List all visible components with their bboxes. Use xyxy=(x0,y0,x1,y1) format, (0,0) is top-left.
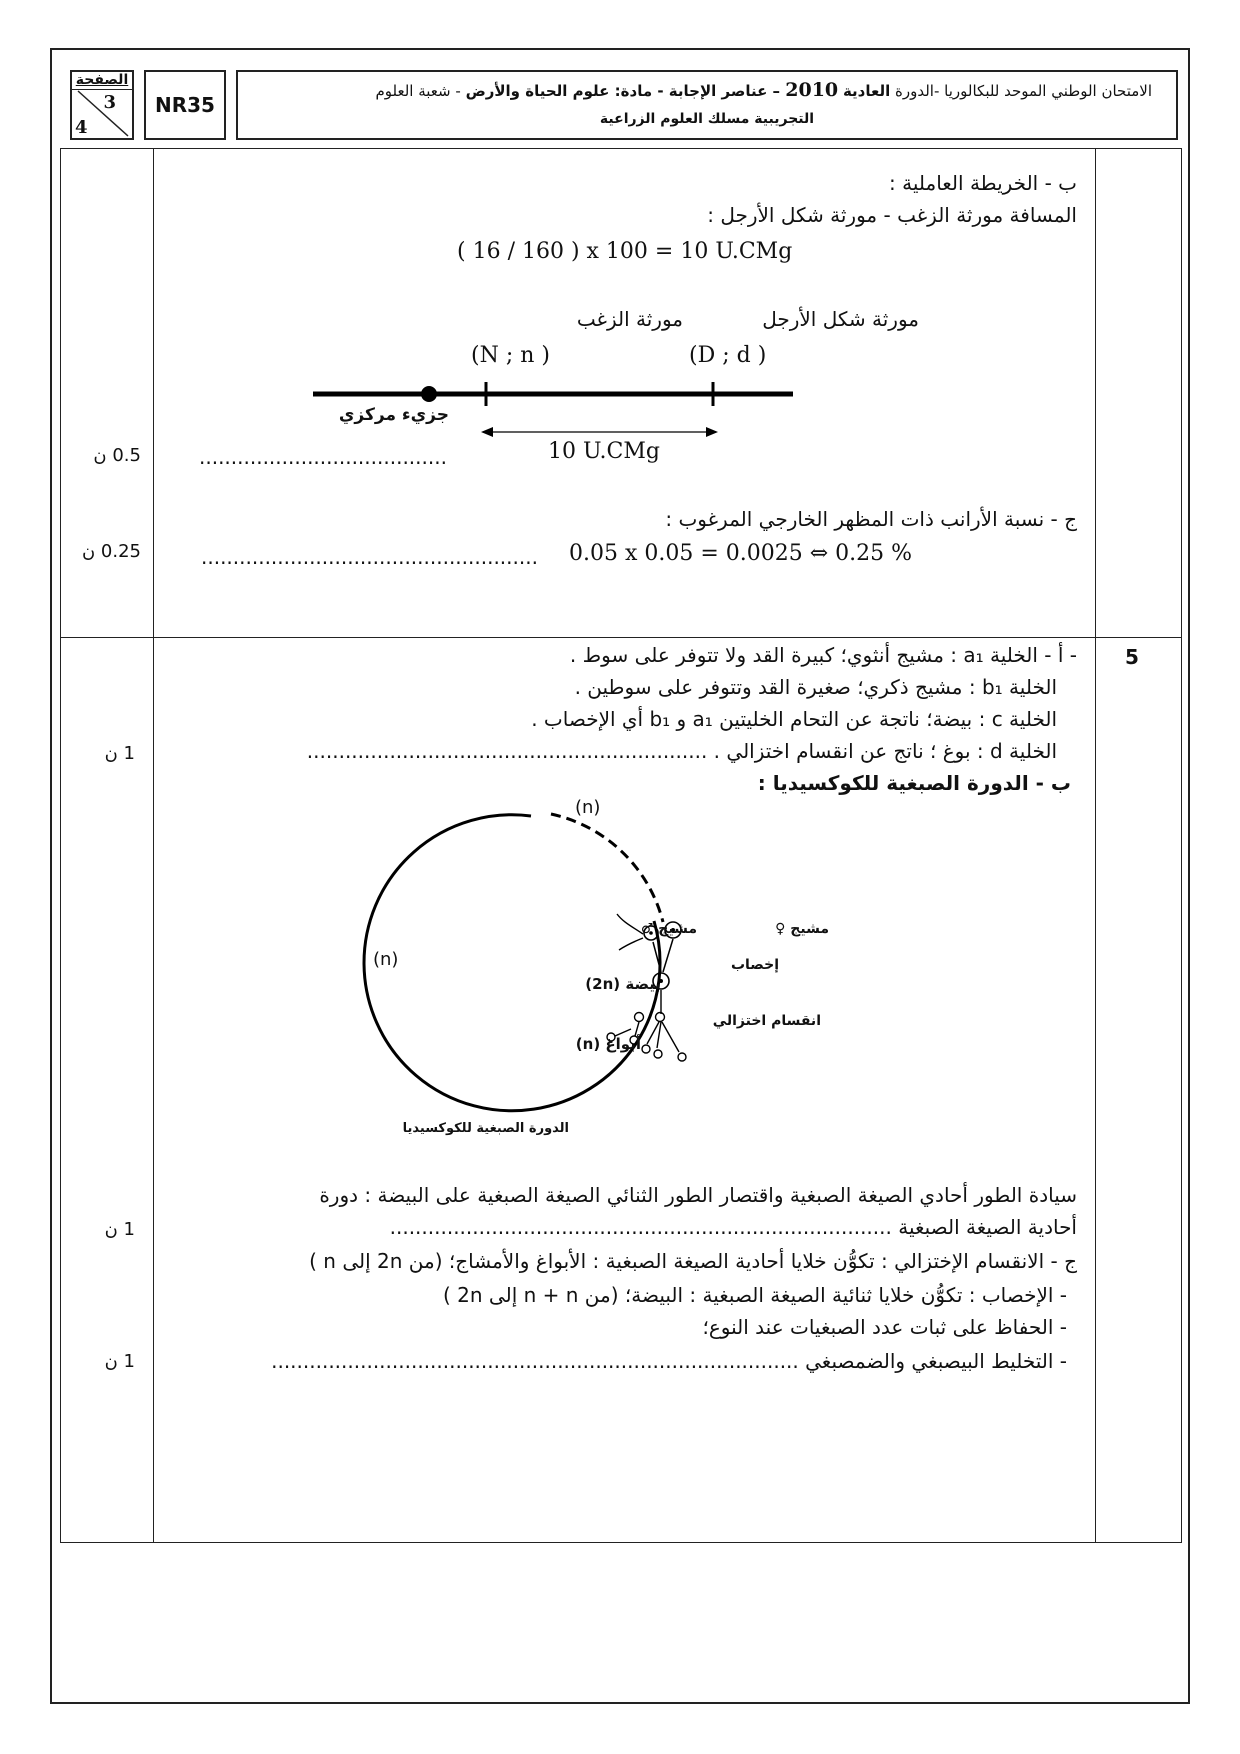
distance-label: المسافة مورثة الزغب - مورثة شكل الأرجل : xyxy=(707,203,1077,227)
score-c: 0.25 ن xyxy=(81,541,141,562)
question-number: 5 xyxy=(1125,645,1139,669)
spore-cell xyxy=(678,1053,686,1061)
score-b: 0.5 ن xyxy=(93,445,141,466)
section-b-dots: ....................................... xyxy=(199,445,447,469)
distance-formula: ( 16 / 160 ) x 100 = 10 U.CMg xyxy=(457,239,793,264)
score-q5-c: 1 ن xyxy=(104,1351,135,1372)
haploid-label-left: (n) xyxy=(373,949,399,970)
gene-zaghab-label: مورثة الزغب xyxy=(576,307,683,331)
score-q5-a: 1 ن xyxy=(104,743,135,764)
haploid-label-top: (n) xyxy=(575,797,601,818)
spore-cell xyxy=(656,1013,665,1022)
score-q5-b: 1 ن xyxy=(104,1219,135,1240)
q5-line-1: - أ - الخلية a₁ : مشيج أنثوي؛ كبيرة القد ولا تتوفر على سوط . xyxy=(569,643,1077,667)
c-line-3: - الحفاظ على ثبات عدد الصبغيات عند النوع؛ xyxy=(702,1315,1067,1339)
diagram-caption: الدورة الصبغية للكوكسيديا xyxy=(402,1121,569,1136)
conclusion-line-1: سيادة الطور أحادي الصيغة الصبغية واقتصار الطور الثنائي الصيغة الصبغية على البيضة : دورة xyxy=(319,1183,1077,1207)
meiosis-label: انقسام اختزالي xyxy=(712,1013,821,1029)
cycle-circle xyxy=(364,815,660,1111)
section-c-heading: ج - نسبة الأرانب ذات المظهر الخارجي المرغوب : xyxy=(665,507,1077,531)
c-line-4: - التخليط البيصبغي والضمصبغي ................................................................................... xyxy=(271,1349,1067,1373)
haploid-dashed-arc xyxy=(551,814,663,922)
conclusion-line-2: أحادية الصيغة الصبغية ............................................................................... xyxy=(389,1215,1077,1239)
q5-heading-b: ب - الدورة الصبغية للكوكسيديا : xyxy=(757,771,1071,795)
fertilization-label: إخصاب xyxy=(730,957,779,973)
spores-label: أبواغ (n) xyxy=(575,1035,641,1053)
answer-table xyxy=(60,148,1182,1543)
page-total: 4 xyxy=(75,117,88,138)
spore-cell xyxy=(654,1050,662,1058)
header xyxy=(70,70,1178,140)
c-line-1: ج - الانقسام الإختزالي : تكوُّن خلايا أحادية الصيغة الصبغية : الأبواغ والأمشاج؛ (من 2n إلى n ) xyxy=(309,1249,1077,1273)
spore-cell xyxy=(635,1013,644,1022)
male-gamete-label: مشيج ♂ xyxy=(640,921,697,937)
probability-calc: 0.05 x 0.05 = 0.0025 ⇔ 0.25 % xyxy=(569,541,913,566)
gene-arjul-label: مورثة شكل الأرجل xyxy=(762,307,919,331)
section-b-heading: ب - الخريطة العاملية : xyxy=(889,171,1077,195)
centromere-dot xyxy=(421,386,437,402)
section-c-dots: ..................................................... xyxy=(201,545,538,569)
allele-d-label: (D ; d ) xyxy=(689,343,767,368)
page-number-box xyxy=(70,70,134,140)
page-label: الصفحة xyxy=(72,72,132,90)
title-line-2: التجريبية مسلك العلوم الزراعية xyxy=(599,111,815,127)
exam-title xyxy=(236,70,1178,140)
female-gamete-label: مشيج ♀ xyxy=(775,921,829,937)
centromere-label: جزيء مركزي xyxy=(338,405,449,425)
page-current: 3 xyxy=(103,92,116,113)
egg-label: بيضة (2n) xyxy=(585,975,661,993)
q5-line-3: الخلية c : بيضة؛ ناتجة عن التحام الخليتين a₁ و b₁ أي الإخصاب . xyxy=(531,707,1057,731)
spore-cell xyxy=(642,1045,650,1053)
allele-n-label: (N ; n ) xyxy=(471,343,550,368)
exam-code: NR35 xyxy=(144,70,226,140)
page-frame xyxy=(50,48,1190,1704)
distance-value: 10 U.CMg xyxy=(548,439,660,464)
q5-line-4: الخلية d : بوغ ؛ ناتج عن انقسام اختزالي . ............................................................... xyxy=(306,739,1057,763)
c-line-2: - الإخصاب : تكوُّن خلايا ثنائية الصيغة الصبغية : البيضة؛ (من n + n إلى 2n ) xyxy=(443,1283,1067,1307)
title-line-1: الامتحان الوطني الموحد للبكالوريا -الدورة العادية 2010 – عناصر الإجابة - مادة: علوم الحياة والأرض - شعبة العلوم xyxy=(375,79,1152,101)
q5-line-2: الخلية b₁ : مشيج ذكري؛ صغيرة القد وتتوفر على سوطين . xyxy=(574,675,1057,699)
